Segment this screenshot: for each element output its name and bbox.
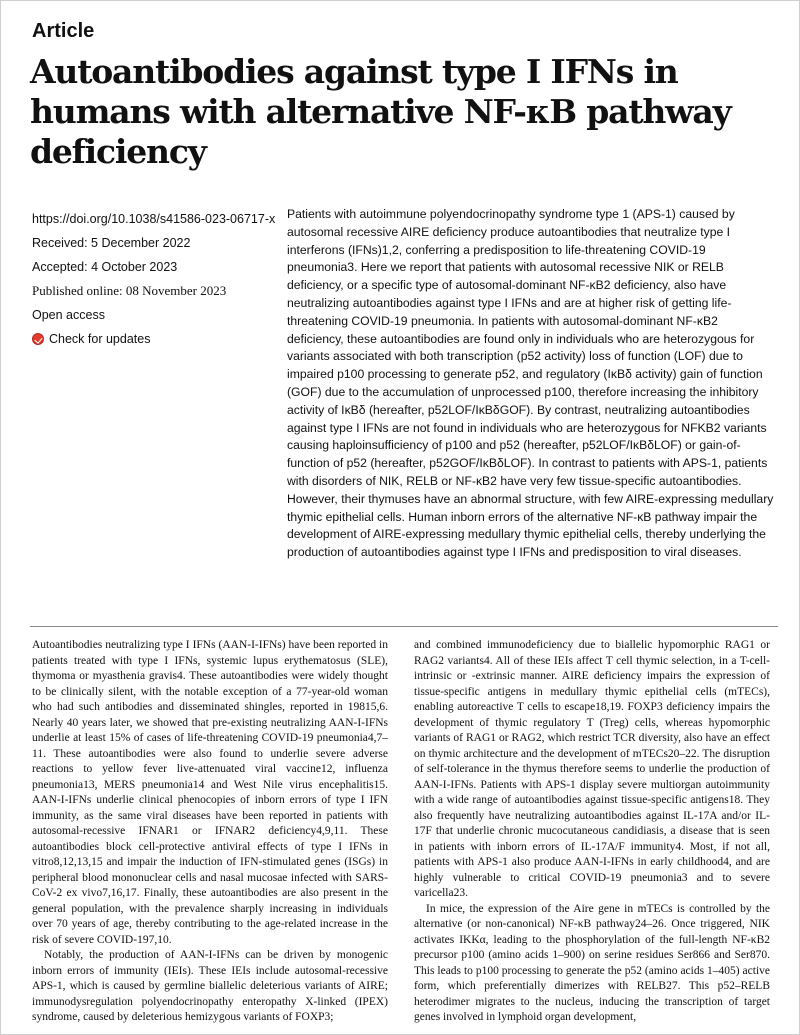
check-updates-label: Check for updates	[49, 332, 151, 346]
body-paragraph: and combined immunodeficiency due to biallelic hypomorphic RAG1 or RAG2 variants4. All of these IEIs affect T cell thymic selection, in a T-cell-intrinsic or -extrinsic manner. AIRE deficiency impairs the expression of tissue-specific antigens in medullary thymic epithelial cells (mTECs), enabling autoreactive T cells to escape18,19. FOXP3 deficiency impairs the development of thymic regulatory T (Treg) cells, whereas hypomorphic variants of RAG1 or RAG2, which restrict TCR diversity, also have an effect on thymic architecture and the development of mTECs20–22. The disruption of self-tolerance in the thymus therefore seems to underlie the production of AAN-I-IFNs. Patients with APS-1 display severe multiorgan autoimmunity with a wide range of autoantibodies against tissue-specific antigens18. They also frequently have neutralizing autoantibodies against IL-17A and/or IL-17F that underlie chronic mucocutaneous candidiasis, a disease that is seen in patients with inborn errors of IL-17A/F immunity4. Most, if not all, patients with APS-1 also produce AAN-I-IFNs in early childhood4, and are highly vulnerable to critical COVID-19 pneumonia3 and to severe varicella23.	[414, 639, 770, 899]
body-paragraph: Notably, the production of AAN-I-IFNs can be driven by monogenic inborn errors of immunity (IEIs). These IEIs include autosomal-recessive APS-1, which is caused by germline biallelic deleterious variants of AIRE; immunodysregulation polyendocrinopathy enteropathy X-linked (IPEX) syndrome, caused by deleterious hemizygous variants of FOXP3;	[32, 949, 388, 1023]
check-updates-icon	[32, 333, 44, 345]
article-type-label: Article	[32, 20, 95, 42]
section-divider	[30, 626, 778, 627]
abstract: Patients with autoimmune polyendocrinopathy syndrome type 1 (APS-1) caused by autosomal recessive AIRE deficiency produce autoantibodies that neutralize type I interferons (IFNs)1,2, conferring a predisposition to life-threatening COVID-19 pneumonia3. Here we report that patients with autosomal recessive NIK or RELB deficiency, or a specific type of autosomal-dominant NF-κB2 deficiency, also have neutralizing autoantibodies against type I IFNs and are at higher risk of getting life-threatening COVID-19 pneumonia. In patients with autosomal-dominant NF-κB2 deficiency, these autoantibodies are found only in individuals who are heterozygous for variants associated with both transcription (p52 activity) loss of function (LOF) due to impaired p100 processing to generate p52, and regulatory (IκBδ activity) gain of function (GOF) due to the accumulation of unprocessed p100, therefore increasing the inhibitory activity of IκBδ (hereafter, p52LOF/IκBδGOF). By contrast, neutralizing autoantibodies against type I IFNs are not found in individuals who are heterozygous for NFKB2 variants causing haploinsufficiency of p100 and p52 (hereafter, p52LOF/IκBδLOF) or gain-of-function of p52 (hereafter, p52GOF/IκBδLOF). In contrast to patients with APS-1, patients with disorders of NIK, RELB or NF-κB2 have very few tissue-specific autoantibodies. However, their thymuses have an abnormal structure, with few AIRE-expressing medullary thymic epithelial cells. Human inborn errors of the alternative NF-κB pathway impair the development of AIRE-expressing medullary thymic epithelial cells, thereby underlying the production of autoantibodies against type I IFNs and predisposition to viral diseases.	[287, 207, 774, 560]
accepted-date: Accepted: 4 October 2023	[32, 260, 178, 274]
body-paragraph: In mice, the expression of the Aire gene in mTECs is controlled by the alternative (or non-canonical) NF-κB pathway24–26. Once triggered, NIK activates IKKα, leading to the phosphorylation of the full-length NF-κB2 precursor p100 (amino acids 1–900) on serine residues Ser866 and Ser870. This leads to p100 processing to generate the p52 (amino acids 1–405) active form, which preferentially dimerizes with RELB27. This p52–RELB heterodimer migrates to the nucleus, inducing the transcription of target genes involved in lymphoid organ development,	[414, 902, 770, 1023]
check-for-updates-button[interactable]	[32, 327, 277, 351]
open-access-label: Open access	[32, 308, 105, 322]
received-date: Received: 5 December 2022	[32, 236, 191, 250]
article-metadata	[32, 207, 277, 351]
published-date: Published online: 08 November 2023	[32, 283, 227, 298]
body-column-right	[414, 638, 770, 1026]
body-column-left	[32, 638, 388, 1026]
doi-link[interactable]: https://doi.org/10.1038/s41586-023-06717-x	[32, 212, 276, 226]
body-paragraph: Autoantibodies neutralizing type I IFNs (AAN-I-IFNs) have been reported in patients treated with type I IFNs, systemic lupus erythematosus (SLE), thymoma or myasthenia gravis4. These autoantibodies were widely thought to be clinically silent, with the notable exception of a 77-year-old woman who had such antibodies and disseminated shingles, reported in 19815,6. Nearly 40 years later, we showed that pre-existing neutralizing AAN-I-IFNs underlie at least 15% of cases of life-threatening COVID-19 pneumonia4,7–11. These autoantibodies were also found to underlie severe adverse reactions to yellow fever live-attenuated viral vaccine12, influenza pneumonia13, MERS pneumonia14 and West Nile virus encephalitis15. AAN-I-IFNs underlie clinical phenocopies of inborn errors of type I IFN immunity, as the same viral diseases have been reported in patients with autosomal-recessive IFNAR1 or IFNAR2 deficiency4,9,11. These autoantibodies block cell-protective antiviral effects of type I IFNs in vitro8,12,13,15 and impair the induction of IFN-stimulated genes (ISGs) in peripheral blood mononuclear cells and nasal mucosae infected with SARS-CoV-2 ex vivo7,16,17. Finally, these autoantibodies are also present in the general population, with the prevalence sharply increasing in individuals over 70 years of age, thereby contributing to the age-related increase in the risk of severe COVID-197,10.	[32, 639, 388, 946]
article-title: Autoantibodies against type I IFNs in humans with alternative NF-κB pathway deficiency	[30, 52, 731, 171]
